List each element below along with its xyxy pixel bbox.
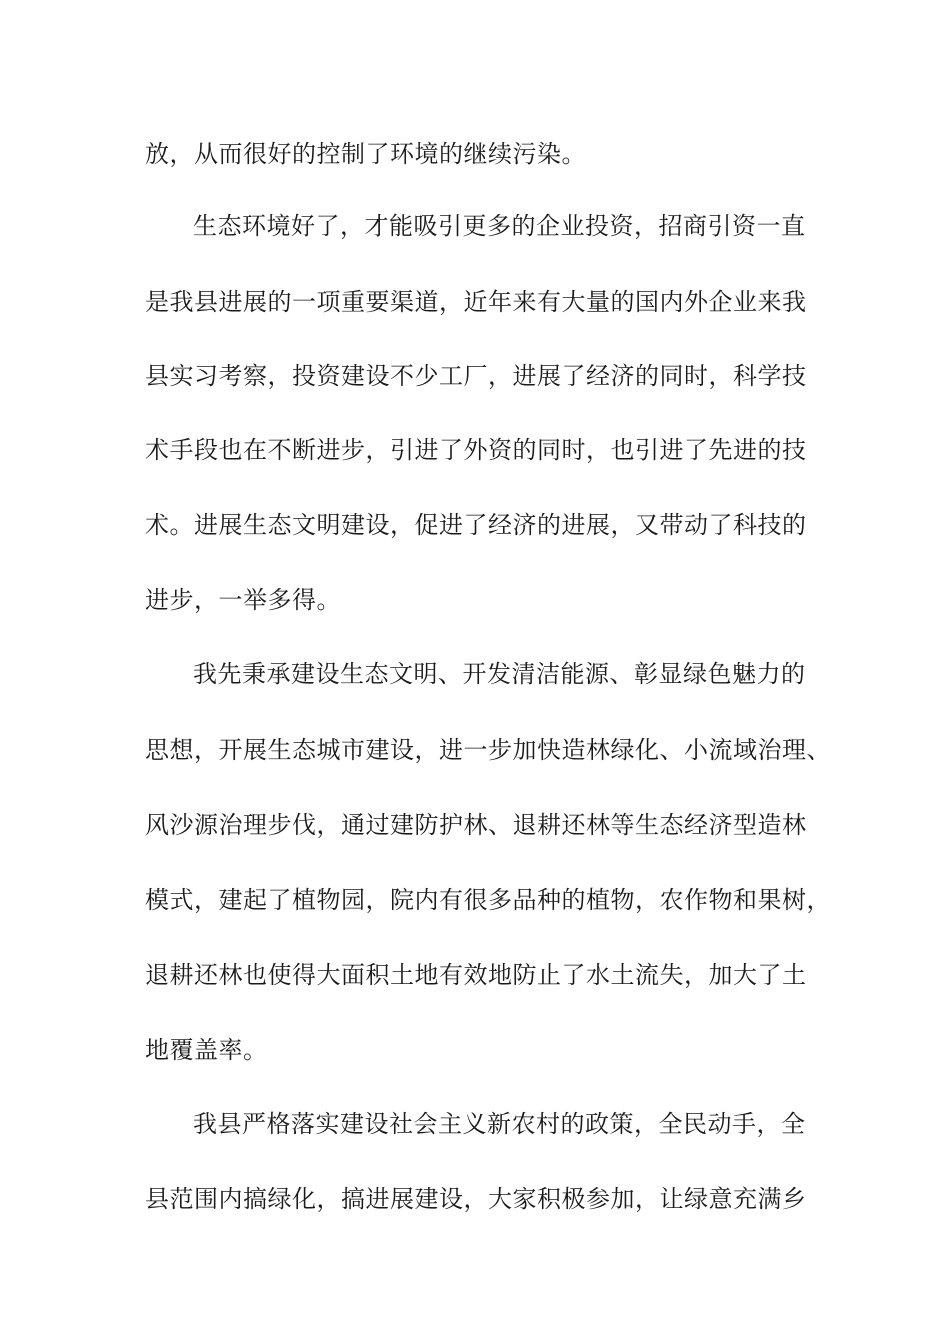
text-line: 县范围内搞绿化，搞进展建设，大家积极参加，让绿意充满乡 bbox=[145, 1185, 807, 1213]
text-line: 是我县进展的一项重要渠道，近年来有大量的国内外企业来我 bbox=[145, 288, 807, 316]
text-line: 术手段也在不断进步，引进了外资的同时，也引进了先进的技 bbox=[145, 436, 807, 464]
text-line: 我县严格落实建设社会主义新农村的政策，全民动手，全 bbox=[193, 1110, 806, 1138]
text-line: 我先秉承建设生态文明、开发清洁能源、彰显绿色魅力的 bbox=[193, 660, 806, 688]
text-line: 思想，开展生态城市建设，进一步加快造林绿化、小流域治理、 bbox=[145, 736, 831, 764]
text-line: 进步，一举多得。 bbox=[145, 586, 341, 614]
text-line: 地覆盖率。 bbox=[145, 1036, 268, 1064]
text-line: 模式，建起了植物园，院内有很多品种的植物，农作物和果树， bbox=[145, 886, 831, 914]
text-line: 放，从而很好的控制了环境的继续污染。 bbox=[145, 140, 586, 168]
text-line: 县实习考察，投资建设不少工厂，进展了经济的同时，科学技 bbox=[145, 362, 807, 390]
text-line: 术。进展生态文明建设，促进了经济的进展，又带动了科技的 bbox=[145, 511, 807, 539]
text-line: 生态环境好了，才能吸引更多的企业投资，招商引资一直 bbox=[193, 212, 806, 240]
text-line: 退耕还林也使得大面积土地有效地防止了水土流失，加大了土 bbox=[145, 961, 807, 989]
text-line: 风沙源治理步伐，通过建防护林、退耕还林等生态经济型造林 bbox=[145, 811, 807, 839]
